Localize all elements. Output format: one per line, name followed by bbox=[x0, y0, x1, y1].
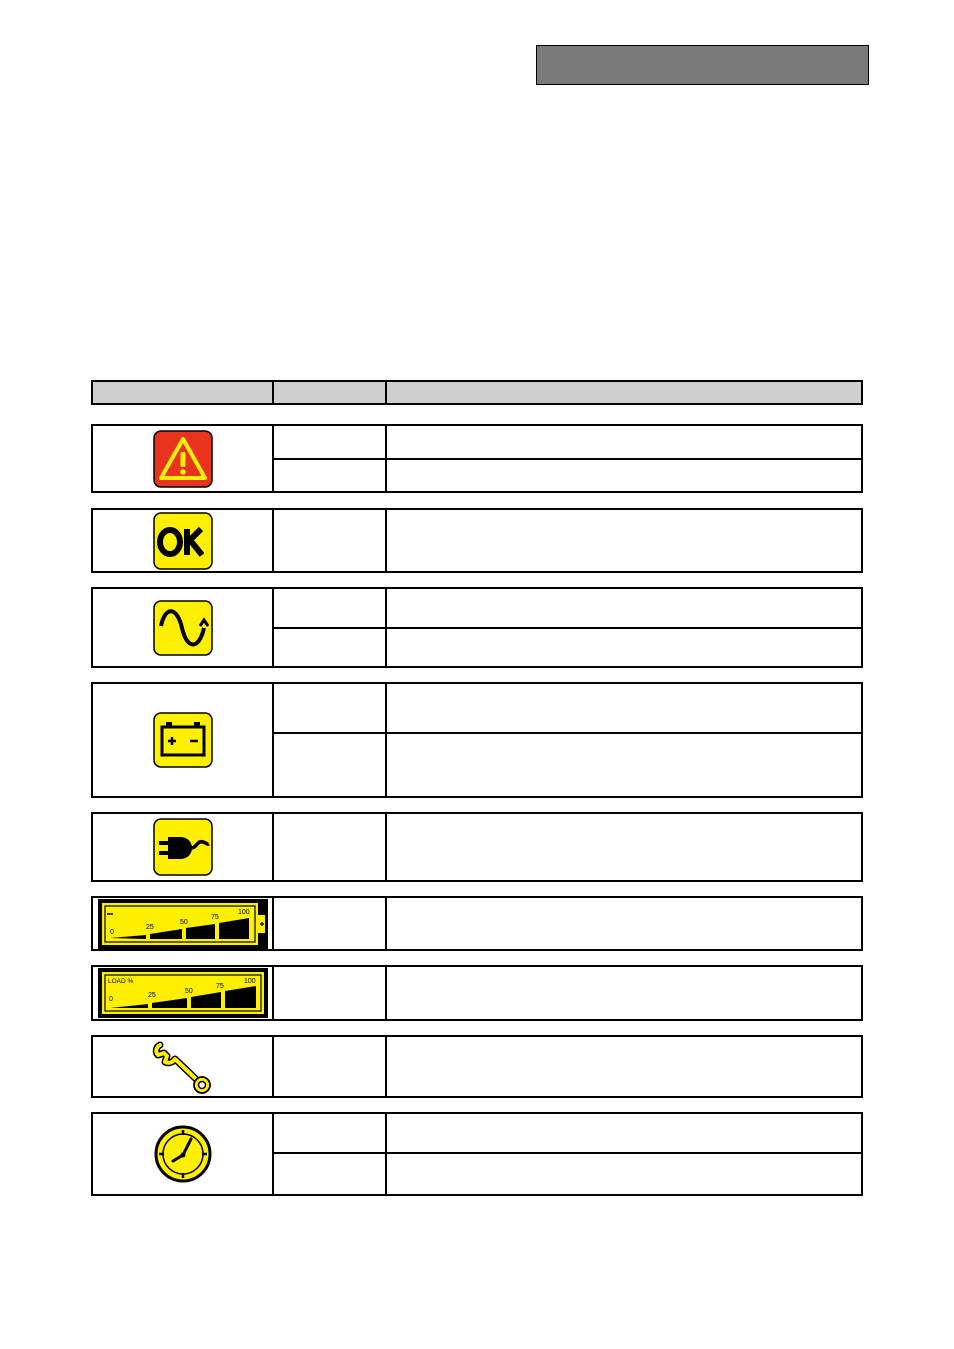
state-cell bbox=[274, 426, 387, 458]
column-header-state bbox=[274, 382, 387, 403]
table-subrow bbox=[274, 510, 861, 571]
table-subrow bbox=[274, 426, 861, 458]
description-cell bbox=[387, 814, 861, 880]
battery-level-bar-icon bbox=[98, 899, 268, 949]
table-column-header bbox=[91, 380, 863, 405]
table-subrow bbox=[274, 458, 861, 492]
description-cell bbox=[387, 684, 861, 732]
description-cell bbox=[387, 426, 861, 458]
description-cell bbox=[387, 510, 861, 571]
description-cell bbox=[387, 734, 861, 796]
description-cell bbox=[387, 1114, 861, 1152]
table-subrow bbox=[274, 732, 861, 796]
state-cell bbox=[274, 510, 387, 571]
description-cell bbox=[387, 967, 861, 1019]
load-tick-label: 25 bbox=[147, 992, 156, 999]
description-cell bbox=[387, 460, 861, 492]
table-row bbox=[91, 1035, 863, 1098]
table-subrow bbox=[274, 1037, 861, 1096]
icon-cell bbox=[93, 684, 274, 796]
state-cell bbox=[274, 1114, 387, 1152]
sine-wave-icon bbox=[153, 600, 213, 656]
battery-tick-label: 100 bbox=[237, 908, 250, 916]
state-cell bbox=[274, 589, 387, 627]
icon-cell bbox=[93, 814, 274, 880]
table-row bbox=[91, 1112, 863, 1196]
table-subrow bbox=[274, 1114, 861, 1152]
ok-status-icon bbox=[153, 512, 213, 570]
table-row bbox=[91, 682, 863, 798]
description-cell bbox=[387, 1154, 861, 1194]
table-subrow bbox=[274, 684, 861, 732]
state-cell bbox=[274, 1037, 387, 1096]
description-cell bbox=[387, 898, 861, 949]
description-cell bbox=[387, 1037, 861, 1096]
table-row bbox=[91, 587, 863, 668]
icon-cell bbox=[93, 426, 274, 491]
column-header-symbol bbox=[93, 382, 274, 403]
load-tick-label: 75 bbox=[215, 983, 224, 990]
clock-icon bbox=[153, 1124, 213, 1184]
table-row bbox=[91, 508, 863, 573]
alarm-warning-icon bbox=[153, 430, 213, 488]
table-row bbox=[91, 424, 863, 493]
state-cell bbox=[274, 684, 387, 732]
battery-tick-label: 0 bbox=[109, 928, 114, 936]
load-tick-label: 0 bbox=[108, 996, 113, 1003]
load-tick-label: 50 bbox=[184, 988, 193, 995]
mains-plug-icon bbox=[153, 818, 213, 876]
load-label: LOAD % bbox=[107, 978, 133, 985]
load-level-bar-icon bbox=[98, 968, 268, 1018]
table-subrow bbox=[274, 1152, 861, 1194]
battery-icon bbox=[153, 712, 213, 768]
wrench-icon bbox=[150, 1037, 216, 1097]
table-subrow bbox=[274, 967, 861, 1019]
icon-cell bbox=[93, 589, 274, 666]
icon-cell bbox=[93, 898, 274, 949]
state-cell bbox=[274, 460, 387, 492]
state-cell bbox=[274, 814, 387, 880]
table-row bbox=[91, 896, 863, 951]
icon-cell bbox=[93, 1114, 274, 1194]
state-cell bbox=[274, 967, 387, 1019]
table-subrow bbox=[274, 898, 861, 949]
load-tick-label: 100 bbox=[243, 978, 256, 985]
table-subrow bbox=[274, 814, 861, 880]
column-header-description bbox=[387, 382, 861, 403]
battery-tick-label: 50 bbox=[179, 918, 188, 926]
battery-tick-label: 25 bbox=[145, 923, 154, 931]
table-subrow bbox=[274, 589, 861, 627]
battery-tick-label: 75 bbox=[210, 913, 219, 921]
state-cell bbox=[274, 1154, 387, 1194]
description-cell bbox=[387, 589, 861, 627]
page-header-bar bbox=[536, 45, 869, 85]
description-cell bbox=[387, 629, 861, 667]
state-cell bbox=[274, 734, 387, 796]
table-row bbox=[91, 965, 863, 1021]
icon-cell bbox=[93, 1037, 274, 1096]
state-cell bbox=[274, 629, 387, 667]
table-row bbox=[91, 812, 863, 882]
state-cell bbox=[274, 898, 387, 949]
table-subrow bbox=[274, 627, 861, 667]
icon-cell bbox=[93, 510, 274, 571]
icon-cell bbox=[93, 967, 274, 1019]
